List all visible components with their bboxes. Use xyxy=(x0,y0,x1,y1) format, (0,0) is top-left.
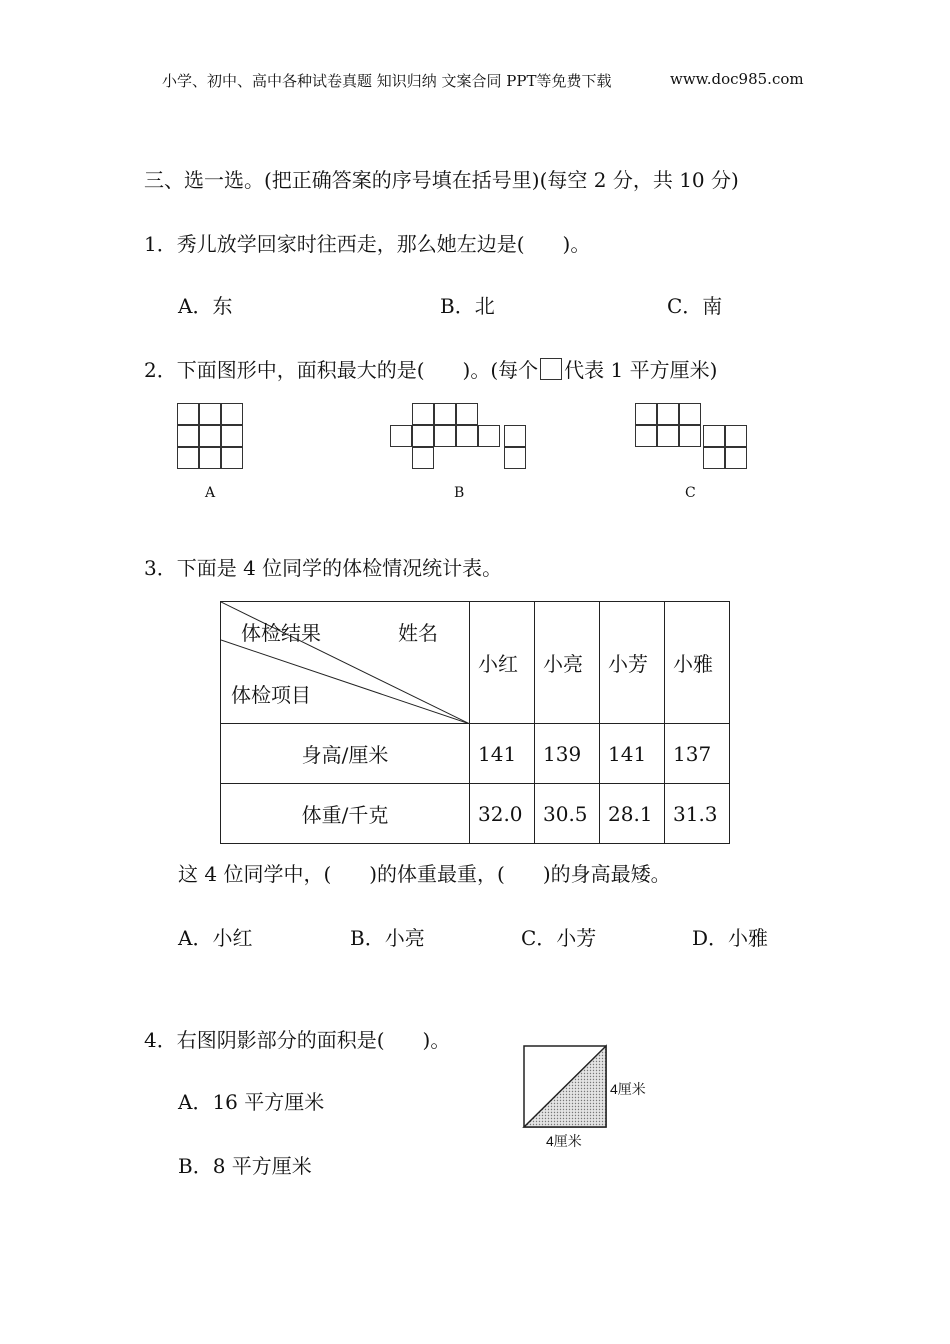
corner-top-label: 体检结果 xyxy=(241,621,321,645)
table-cell: 141 xyxy=(470,724,535,784)
table-corner-cell xyxy=(221,602,470,724)
unit-square-icon xyxy=(540,358,562,380)
table-row xyxy=(221,724,730,784)
q2-text-after: 代表 1 平方厘米) xyxy=(564,358,718,382)
question-3: 3．下面是 4 位同学的体检情况统计表。 xyxy=(144,556,503,580)
table-cell: 28.1 xyxy=(600,784,665,844)
q1-option-c: C．南 xyxy=(667,294,723,318)
table-cell: 141 xyxy=(600,724,665,784)
figure-side-label: 4厘米 xyxy=(610,1081,646,1097)
table-header-name: 小红 xyxy=(470,602,535,724)
table-cell: 31.3 xyxy=(665,784,730,844)
table-header-name: 小芳 xyxy=(600,602,665,724)
q1-option-b: B．北 xyxy=(440,294,495,318)
q3-prompt-part2: )的体重最重，( xyxy=(369,862,505,886)
q3-option-b: B．小亮 xyxy=(350,926,425,950)
q4-text-before: 4．右图阴影部分的面积是( xyxy=(144,1028,385,1052)
table-cell: 139 xyxy=(535,724,600,784)
q2-text-before: 2．下面图形中，面积最大的是( xyxy=(144,358,425,382)
header-left: 小学、初中、高中各种试卷真题 知识归纳 文案合同 PPT等免费下载 xyxy=(162,72,612,90)
q4-option-b: B．8 平方厘米 xyxy=(178,1154,312,1178)
header-right: www.doc985.com xyxy=(670,70,804,88)
section-title: 三、选一选。(把正确答案的序号填在括号里)(每空 2 分，共 10 分) xyxy=(144,168,739,192)
question-4 xyxy=(144,1024,450,1053)
table-header-name: 小雅 xyxy=(665,602,730,724)
q1-text-before: 1．秀儿放学回家时往西走，那么她左边是( xyxy=(144,232,525,256)
table-cell: 137 xyxy=(665,724,730,784)
table-cell: 30.5 xyxy=(535,784,600,844)
shape-c-label: C xyxy=(685,485,696,501)
figure-bottom-label: 4厘米 xyxy=(546,1133,582,1149)
shape-b-label: B xyxy=(454,485,465,501)
q4-option-a: A．16 平方厘米 xyxy=(178,1090,325,1114)
q3-prompt-part1: 这 4 位同学中，( xyxy=(178,862,332,886)
q3-prompt-part3: )的身高最矮。 xyxy=(542,862,671,886)
q3-option-c: C．小芳 xyxy=(521,926,597,950)
q1-option-a: A．东 xyxy=(178,294,233,318)
q3-prompt xyxy=(178,858,671,887)
table-header-name: 小亮 xyxy=(535,602,600,724)
shape-a-label: A xyxy=(205,485,216,501)
q2-text-mid: )。(每个 xyxy=(462,358,539,382)
table-cell: 32.0 xyxy=(470,784,535,844)
question-1 xyxy=(144,228,590,257)
table-row xyxy=(221,784,730,844)
row-label-height: 身高/厘米 xyxy=(221,724,470,784)
corner-right-label: 姓名 xyxy=(398,621,438,645)
q3-option-d: D．小雅 xyxy=(692,926,769,950)
shaded-triangle xyxy=(524,1046,606,1127)
q3-option-a: A．小红 xyxy=(178,926,253,950)
corner-bottom-label: 体检项目 xyxy=(231,683,311,707)
row-label-weight: 体重/千克 xyxy=(221,784,470,844)
q4-text-after: )。 xyxy=(422,1028,451,1052)
q1-text-after: )。 xyxy=(562,232,591,256)
health-check-table xyxy=(220,601,730,844)
question-2 xyxy=(144,354,717,383)
